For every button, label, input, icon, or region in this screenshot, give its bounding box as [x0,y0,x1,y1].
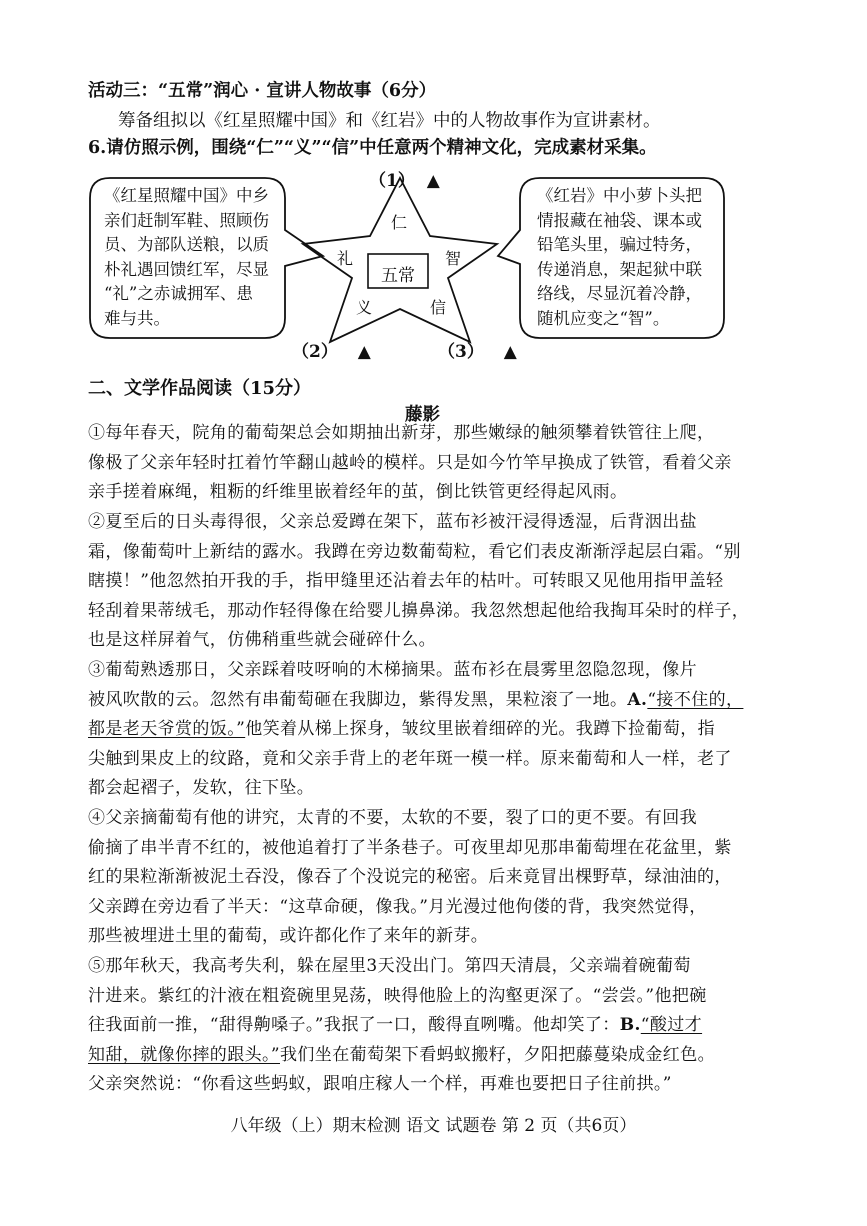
text-line: 偷摘了串半青不红的，被他追着打了半条巷子。可夜里却见那串葡萄埋在花盆里，紫 [88,837,732,858]
answer-slot-3 [438,337,517,362]
virtue-ren: 仁 [391,213,408,232]
text-line: 瞎摸！”他忽然拍开我的手，指甲缝里还沾着去年的枯叶。可转眼又见他用指甲盖轻 [88,571,724,592]
bubble-line: 传递消息，架起狱中联 [537,259,702,279]
left-bubble-text [104,184,269,331]
section-heading: 二、文学作品阅读（15分） [88,378,312,399]
text-line: 那些被埋进土里的葡萄，或许都化作了来年的新芽。 [88,926,489,947]
virtue-xin: 信 [430,298,447,317]
text-segment: 我们坐在葡萄架下看蚂蚁搬籽，夕阳把藤蔓染成金红色。 [280,1044,715,1065]
text-line: 都会起褶子，发软，往下坠。 [88,778,315,799]
answer-slot-1 [369,166,440,191]
bubble-line: “礼”之赤诚拥军、患 [104,284,253,303]
text-line: 轻刮着果蒂绒毛，那动作轻得像在给婴儿擤鼻涕。我忽然想起他给我掏耳朵时的样子， [88,600,750,621]
text-line: ③葡萄熟透那日，父亲踩着吱呀响的木梯摘果。蓝布衫在晨雾里忽隐忽现，像片 [88,660,697,680]
slot-number: （2） [292,342,338,362]
five-virtues-diagram [0,160,867,365]
text-line: 父亲突然说：“你看这些蚂蚁，跟咱庄稼人一个样，再难也要把日子往前拱。” [88,1074,672,1095]
paragraph-4 [88,804,784,952]
paragraph-5 [88,952,784,1100]
paragraph-2 [88,508,784,656]
text-segment: 他笑着从梯上探身，皱纹里嵌着细碎的光。我蹲下捡葡萄，指 [245,719,716,740]
article-title: 藤影 [405,405,440,425]
bubble-line: 随机应变之“智”。 [537,308,670,328]
paragraph-3 [88,656,784,804]
text-line [88,1011,784,1041]
virtue-zhi: 智 [445,249,462,268]
center-label: 五常 [381,266,415,286]
triangle-mark-icon: ▲ [357,342,371,362]
bubble-line: 朴礼遇回馈红军，尽显 [104,259,269,279]
text-line: 也是这样屏着气，仿佛稍重些就会碰碎什么。 [88,630,436,651]
answer-slot-2 [292,337,371,362]
text-segment: 被风吹散的云。忽然有串葡萄砸在我脚边，紫得发黑，果粒滚了一地。 [88,689,628,710]
activity-intro: 筹备组拟以《红星照耀中国》和《红岩》中的人物故事作为宣讲素材。 [118,111,661,131]
bubble-line: 情报藏在袖袋、课本或 [537,210,702,230]
slot-number: （3） [438,342,484,362]
triangle-mark-icon: ▲ [426,171,440,191]
sentence-label-a: A. [627,689,648,710]
text-segment: 往我面前一推，“甜得齁嗓子。”我抿了一口，酸得直咧嘴。他却笑了： [88,1015,620,1036]
text-line: ②夏至后的日头毒得很，父亲总爱蹲在架下，蓝布衫被汗浸得透湿，后背洇出盐 [88,512,697,532]
text-line: 像极了父亲年轻时扛着竹竿翻山越岭的模样。只是如今竹竿早换成了铁管，看着父亲 [88,452,732,473]
text-line [88,1041,784,1071]
question-6: 6.请仿照示例，围绕“仁”“义”“信”中任意两个精神文化，完成素材采集。 [88,138,657,158]
text-line: 霜，像葡萄叶上新结的露水。我蹲在旁边数葡萄粒，看它们表皮渐渐浮起层白霜。“别 [88,541,741,562]
bubble-line: 《红岩》中小萝卜头把 [537,186,702,205]
sentence-label-b: B. [619,1015,641,1036]
text-line: 尖触到果皮上的纹路，竟和父亲手背上的老年斑一模一样。原来葡萄和人一样，老了 [88,748,732,769]
text-line: 亲手搓着麻绳，粗粝的纤维里嵌着经年的茧，倒比铁管更经得起风雨。 [88,482,628,503]
virtue-li: 礼 [337,249,354,268]
right-bubble-text [537,184,702,331]
text-line [88,715,784,745]
text-line: ①每年春天，院角的葡萄架总会如期抽出新芽，那些嫩绿的触须攀着铁管往上爬， [88,423,715,443]
bubble-line: 络线，尽显沉着冷静， [537,284,702,303]
underlined-sentence-b: “酸过才 [640,1015,703,1036]
paragraph-1 [88,419,784,508]
underlined-sentence-b-cont: 知甜，就像你摔的跟头。” [88,1044,280,1065]
page-footer: 八年级（上）期末检测 语文 试题卷 第 2 页（共6页） [230,1116,637,1136]
triangle-mark-icon: ▲ [503,342,517,362]
text-line: ④父亲摘葡萄有他的讲究，太青的不要，太软的不要，裂了口的更不要。有回我 [88,808,697,828]
text-line: ⑤那年秋天，我高考失利，躲在屋里3天没出门。第四天清晨，父亲端着碗葡萄 [88,956,691,976]
text-line: 汁进来。紫红的汁液在粗瓷碗里晃荡，映得他脸上的沟壑更深了。“尝尝。”他把碗 [88,985,707,1006]
text-line: 父亲蹲在旁边看了半天：“这草命硬，像我。”月光漫过他佝偻的背，我突然觉得， [88,896,707,917]
virtue-yi: 义 [356,298,373,317]
bubble-line: 《红星照耀中国》中乡 [104,186,269,205]
text-line: 红的果粒渐渐被泥土吞没，像吞了个没说完的秘密。后来竟冒出棵野草，绿油油的， [88,867,732,888]
underlined-sentence-a: “接不住的， [647,689,744,710]
bubble-line: 难与共。 [104,308,170,328]
underlined-sentence-a-cont: 都是老天爷赏的饭。” [88,719,246,740]
bubble-line: 亲们赶制军鞋、照顾伤 [104,210,269,230]
bubble-line: 员、为部队送粮，以质 [104,235,269,254]
bubble-line: 铅笔头里，骗过特务， [537,235,702,254]
activity-title: 活动三：“五常”润心 · 宣讲人物故事（6分） [88,81,437,101]
text-line [88,686,784,716]
slot-number: （1） [369,171,415,191]
